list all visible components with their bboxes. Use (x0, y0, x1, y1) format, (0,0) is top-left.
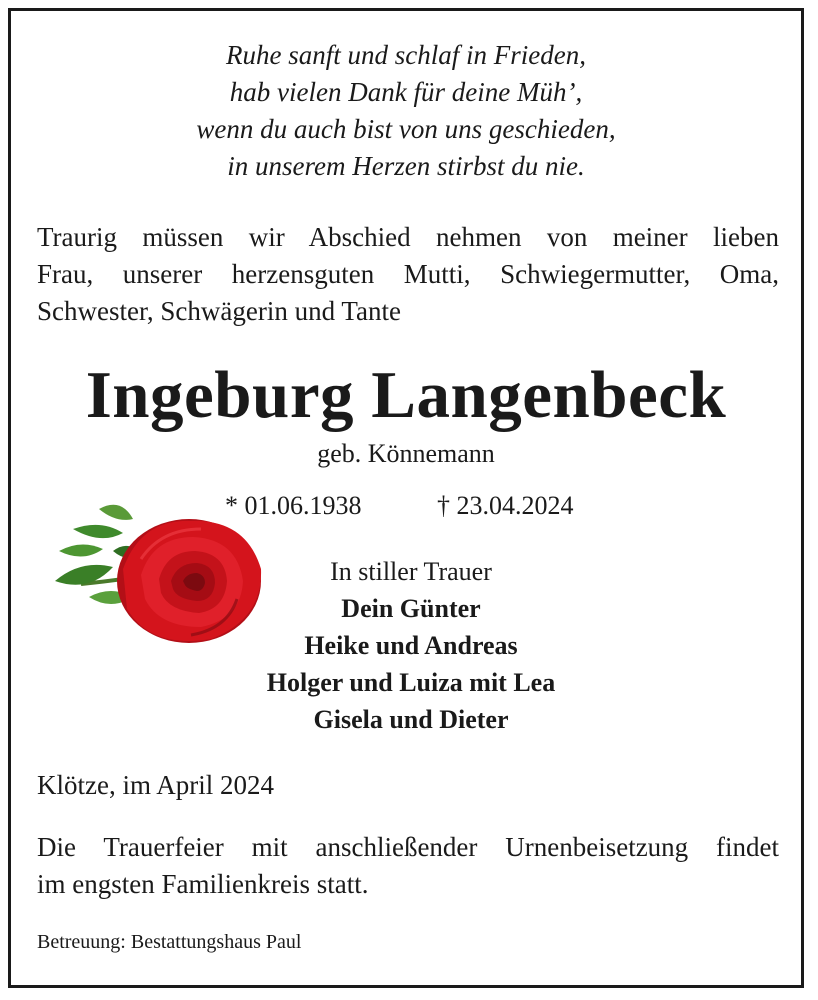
funeral-home: Betreuung: Bestattungshaus Paul (37, 931, 302, 953)
mourner-list (171, 590, 651, 738)
funeral-notice (37, 829, 779, 903)
intro-text (37, 219, 779, 330)
death-date: † 23.04.2024 (437, 491, 574, 520)
intro-line: Schwester, Schwägerin und Tante (37, 296, 401, 326)
mourner-name: Holger und Luiza mit Lea (266, 668, 556, 697)
mourner-name: Gisela und Dieter (313, 705, 509, 734)
notice-line: im engsten Familienkreis statt. (37, 869, 369, 899)
mourning-heading: In stiller Trauer (330, 557, 492, 586)
obituary-card (8, 8, 804, 988)
mourner-name: Heike und Andreas (304, 631, 518, 660)
place-date: Klötze, im April 2024 (37, 770, 274, 800)
poem-line: in unserem Herzen stirbst du nie. (227, 151, 585, 181)
poem (11, 37, 801, 185)
intro-line: Frau, unserer herzensguten Mutti, Schwiegermutter, Oma, (37, 259, 779, 289)
maiden-name: geb. Könnemann (317, 439, 495, 468)
deceased-name: Ingeburg Langenbeck (85, 358, 727, 432)
notice-line: Die Trauerfeier mit anschließender Urnenbeisetzung findet (37, 832, 779, 862)
poem-line: hab vielen Dank für deine Müh’, (229, 77, 583, 107)
poem-line: wenn du auch bist von uns geschieden, (196, 114, 616, 144)
poem-line: Ruhe sanft und schlaf in Frieden, (226, 40, 586, 70)
birth-date: * 01.06.1938 (225, 491, 362, 520)
intro-line: Traurig müssen wir Abschied nehmen von meiner lieben (37, 222, 779, 252)
mourner-name: Dein Günter (341, 594, 481, 623)
